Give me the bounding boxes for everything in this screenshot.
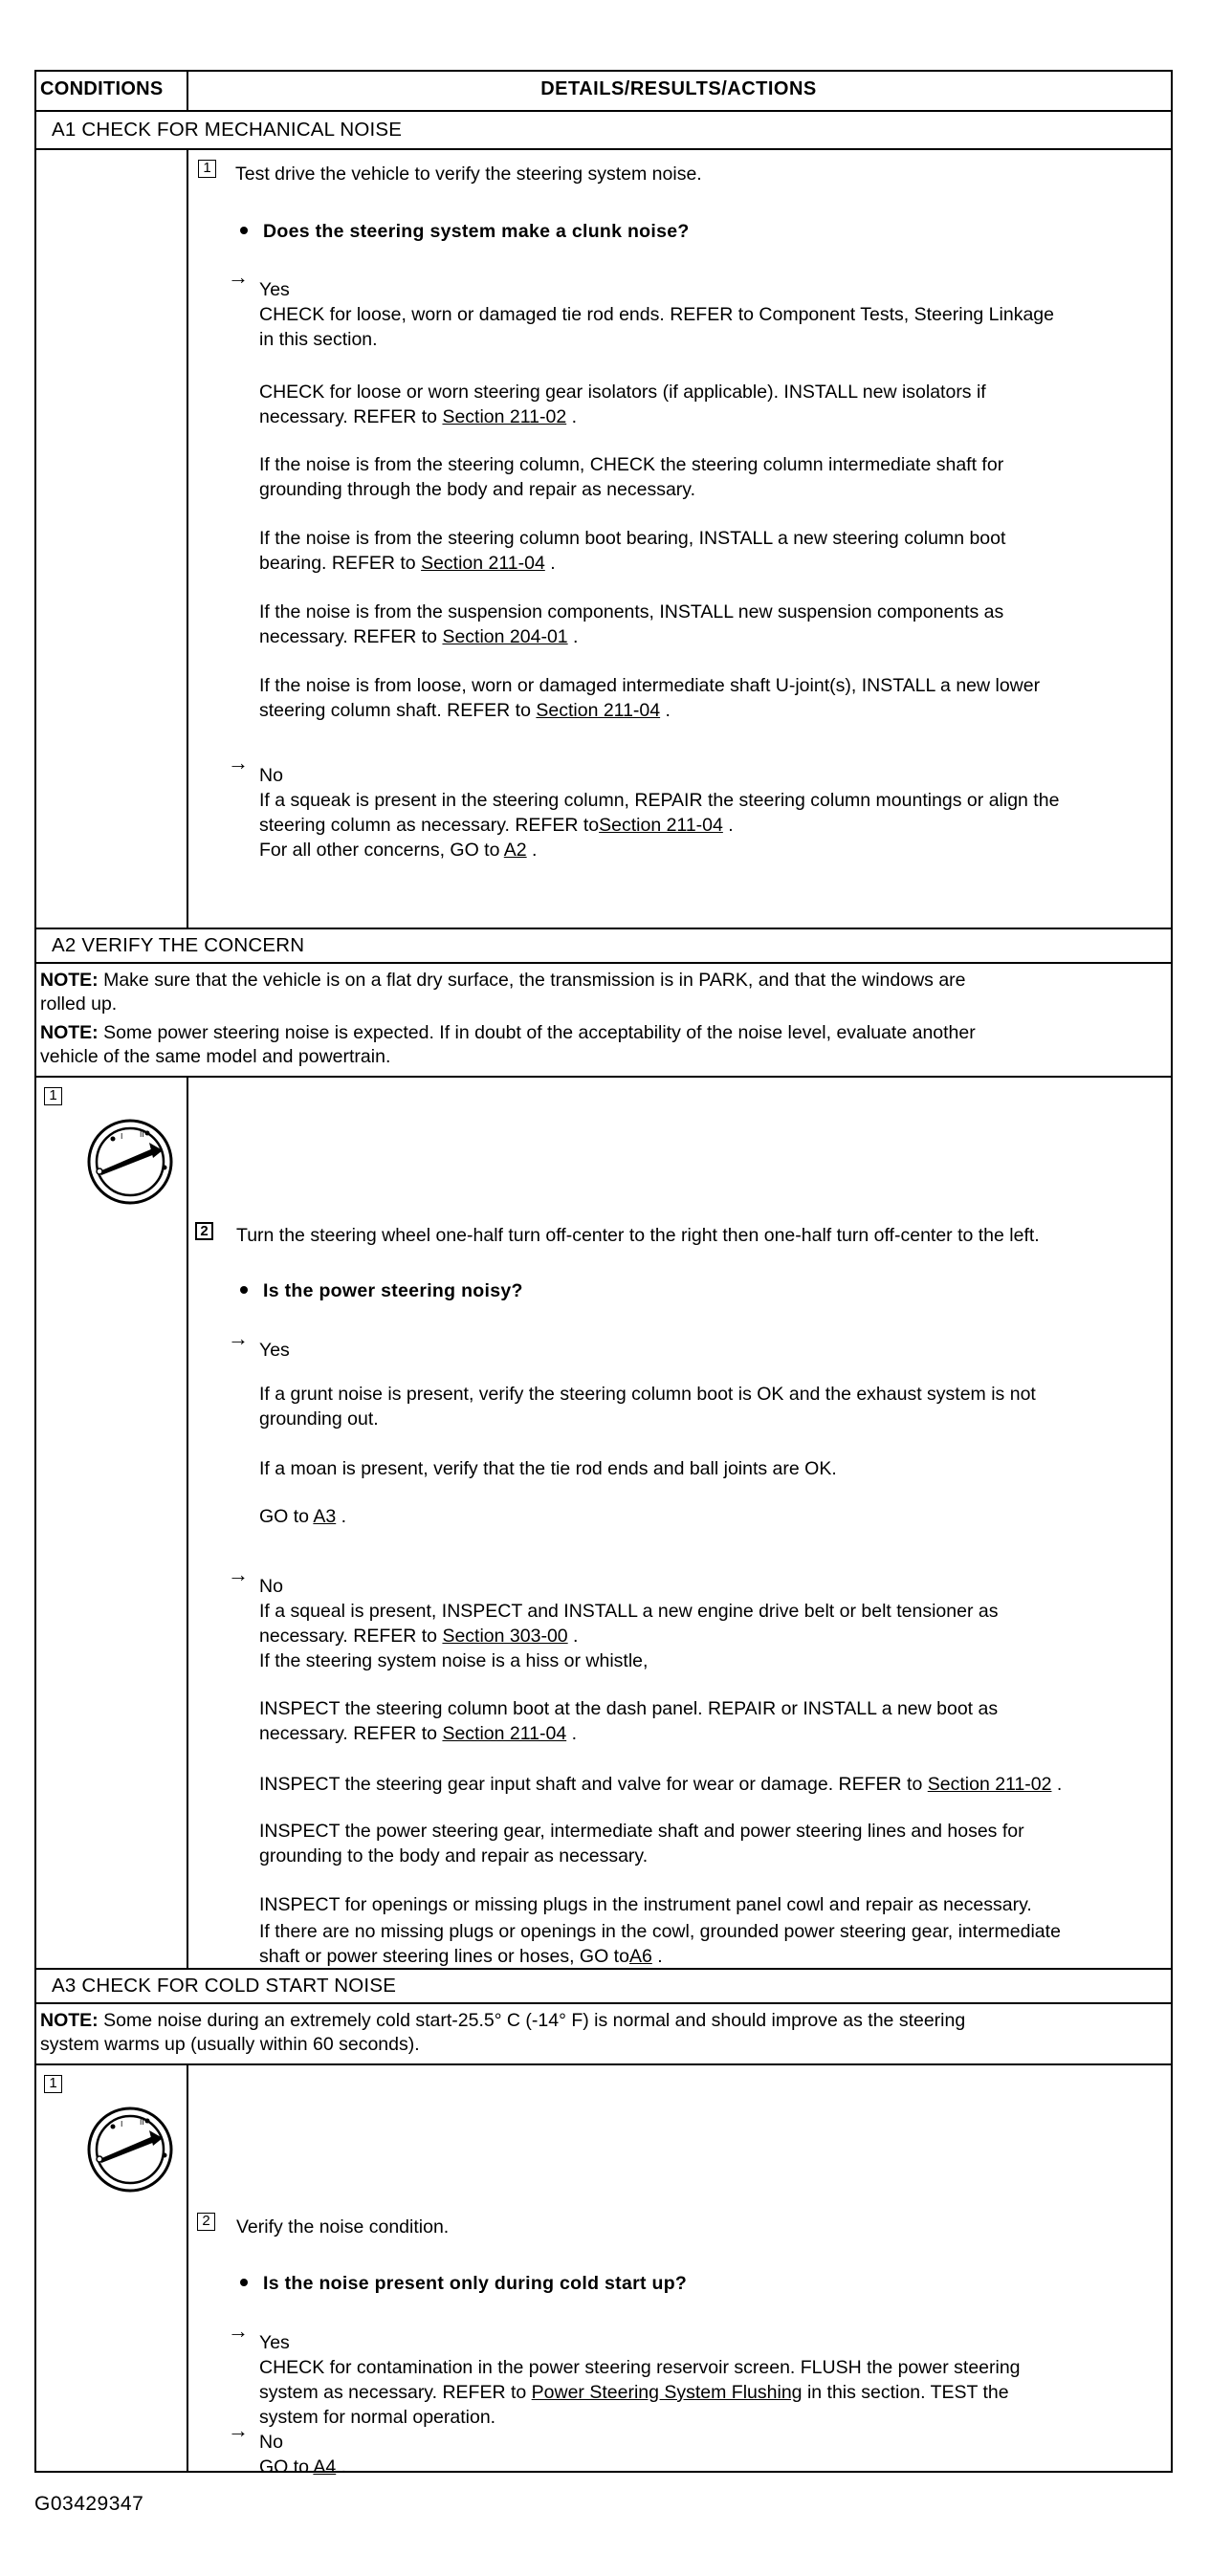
right-arrow-icon: →	[228, 751, 249, 775]
a3-question: Is the noise present only during cold start up?	[240, 2273, 687, 2295]
a3-title: A3 CHECK FOR COLD START NOISE	[52, 1975, 397, 1997]
a2-no-p2: INSPECT the steering column boot at the dash panel. REPAIR or INSTALL a new boot as necessary. REFER to Section 211-04 .	[259, 1698, 999, 1744]
diagnostic-table	[34, 70, 1173, 2478]
a2-no-p4: INSPECT the power steering gear, intermediate shaft and power steering lines and hoses for grounding to the body and repair as necessary.	[259, 1821, 1024, 1867]
a1-question: Does the steering system make a clunk noise?	[240, 221, 690, 243]
conditions-header: CONDITIONS	[40, 78, 164, 99]
a2-yes-p3: GO to A3 .	[259, 1506, 347, 1527]
a2-no-p6: If there are no missing plugs or openings in the cowl, grounded power steering gear, intermediate shaft or power steering lines or hoses, GO toA6 .	[259, 1921, 1061, 1967]
link-a6[interactable]: A6	[628, 1946, 652, 1967]
svg-text:I: I	[121, 1132, 123, 1141]
link-a3[interactable]: A3	[313, 1506, 337, 1527]
a1-no-block: No If a squeak is present in the steering column, REPAIR the steering column mountings or align the steering column as necessary. REFER toSection 211-04 . For all other concerns, GO to A2 .	[259, 763, 1206, 862]
link-section-211-04[interactable]: Section 211-04	[536, 700, 661, 721]
a3-no-label: No	[259, 2432, 283, 2453]
ignition-key-icon	[86, 1118, 174, 1206]
a1-yes-p3: If the noise is from the steering column, CHECK the steering column intermediate shaft for grounding through the body and repair as necessary.	[259, 454, 1004, 500]
a2-no-label: No	[259, 1576, 283, 1597]
link-section-211-04[interactable]: Section 211-04	[421, 553, 545, 574]
ignition-key-icon	[86, 2106, 174, 2194]
a2-body-row	[36, 1078, 1171, 1970]
svg-text:II: II	[140, 2118, 144, 2127]
a1-yes-p6: If the noise is from loose, worn or damaged intermediate shaft U-joint(s), INSTALL a new lower steering column shaft. REFER to Section 211-04 .	[259, 675, 1041, 721]
a3-body-row	[36, 2065, 1171, 2478]
a2-no-p5: INSPECT for openings or missing plugs in the instrument panel cowl and repair as necessary.	[259, 1894, 1032, 1915]
link-section-204-01[interactable]: Section 204-01	[442, 626, 568, 647]
a3-note-1: NOTE: Some noise during an extremely cold start-25.5° C (-14° F) is normal and should improve as the steering system warms up (usually within 60 seconds).	[40, 2010, 966, 2055]
link-section-211-04[interactable]: Section 211-04	[599, 815, 723, 836]
right-arrow-icon: →	[228, 2319, 249, 2343]
a1-yes-p4: If the noise is from the steering column boot bearing, INSTALL a new steering column boot bearing. REFER to Section 211-04 .	[259, 528, 1006, 574]
a3-step-text: Verify the noise condition.	[236, 2216, 450, 2238]
a2-yes-p2: If a moan is present, verify that the tie rod ends and ball joints are OK.	[259, 1458, 837, 1479]
bullet-icon	[240, 2279, 248, 2286]
a1-title-row	[36, 112, 1171, 150]
link-a2[interactable]: A2	[503, 840, 527, 861]
a2-title-row	[36, 929, 1171, 964]
a2-note-2: NOTE: Some power steering noise is expected. If in doubt of the acceptability of the noise level, evaluate another vehicle of the same model and powertrain.	[40, 1022, 976, 1067]
a1-no-label: No	[259, 765, 283, 786]
a3-yes-block: Yes CHECK for contamination in the power steering reservoir screen. FLUSH the power steering system as necessary. REFER to Power Steering System Flushing in this section. TEST the system for normal operation.	[259, 2330, 1206, 2430]
a3-cond-step-number: 1	[44, 2075, 62, 2093]
link-section-303-00[interactable]: Section 303-00	[442, 1626, 568, 1647]
a1-title: A1 CHECK FOR MECHANICAL NOISE	[52, 119, 403, 141]
a3-notes-row	[36, 2004, 1171, 2065]
a1-yes-block: Yes CHECK for loose, worn or damaged tie rod ends. REFER to Component Tests, Steering Linkage in this section.	[228, 277, 1175, 352]
a1-yes-p2: CHECK for loose or worn steering gear isolators (if applicable). INSTALL new isolators if necessary. REFER to Section 211-02 .	[259, 382, 986, 427]
a1-step-number: 1	[198, 160, 216, 178]
link-section-211-04[interactable]: Section 211-04	[442, 1723, 567, 1744]
link-a4[interactable]: A4	[313, 2456, 337, 2478]
a2-notes-row	[36, 964, 1171, 1078]
a2-question: Is the power steering noisy?	[240, 1280, 523, 1302]
a1-body-row	[36, 150, 1171, 929]
a3-no-block: No GO to A4 .	[259, 2430, 1206, 2479]
a2-yes-p1: If a grunt noise is present, verify the steering column boot is OK and the exhaust system is not grounding out.	[259, 1384, 1036, 1430]
right-arrow-icon: →	[228, 2418, 249, 2442]
a2-no-block: No If a squeal is present, INSPECT and INSTALL a new engine drive belt or belt tensioner as necessary. REFER to Section 303-00 . If the steering system noise is a hiss or whistle,	[259, 1574, 1206, 1673]
link-section-211-02[interactable]: Section 211-02	[442, 406, 567, 427]
a2-step-text: Turn the steering wheel one-half turn off-center to the right then one-half turn off-center to the left.	[236, 1225, 1040, 1246]
figure-id: G03429347	[34, 2493, 144, 2515]
right-arrow-icon: →	[228, 265, 249, 289]
a1-step-text: Test drive the vehicle to verify the steering system noise.	[235, 164, 702, 185]
a3-yes-label: Yes	[259, 2332, 290, 2353]
bullet-icon	[240, 227, 248, 234]
a2-yes-label: Yes	[259, 1340, 290, 1361]
a1-yes-label: Yes	[259, 279, 290, 300]
link-power-steering-flushing[interactable]: Power Steering System Flushing	[531, 2382, 803, 2403]
a2-title: A2 VERIFY THE CONCERN	[52, 934, 305, 956]
right-arrow-icon: →	[228, 1326, 249, 1350]
svg-text:I: I	[121, 2120, 123, 2128]
svg-text:II: II	[140, 1130, 144, 1139]
a3-step-number: 2	[197, 2213, 215, 2231]
bullet-icon	[240, 1286, 248, 1294]
link-section-211-02[interactable]: Section 211-02	[927, 1774, 1052, 1795]
a2-cond-step-number: 1	[44, 1087, 62, 1105]
right-arrow-icon: →	[228, 1562, 249, 1586]
a2-step-number: 2	[195, 1222, 213, 1240]
table-header-row	[36, 72, 1171, 112]
a2-note-1: NOTE: Make sure that the vehicle is on a flat dry surface, the transmission is in PARK, and that the windows are rolled up.	[40, 970, 966, 1015]
a3-title-row	[36, 1970, 1171, 2004]
details-header: DETAILS/RESULTS/ACTIONS	[540, 78, 817, 99]
a1-yes-p5: If the noise is from the suspension components, INSTALL new suspension components as necessary. REFER to Section 204-01 .	[259, 601, 1004, 647]
a2-no-p3: INSPECT the steering gear input shaft and valve for wear or damage. REFER to Section 211-02 .	[259, 1774, 1063, 1795]
